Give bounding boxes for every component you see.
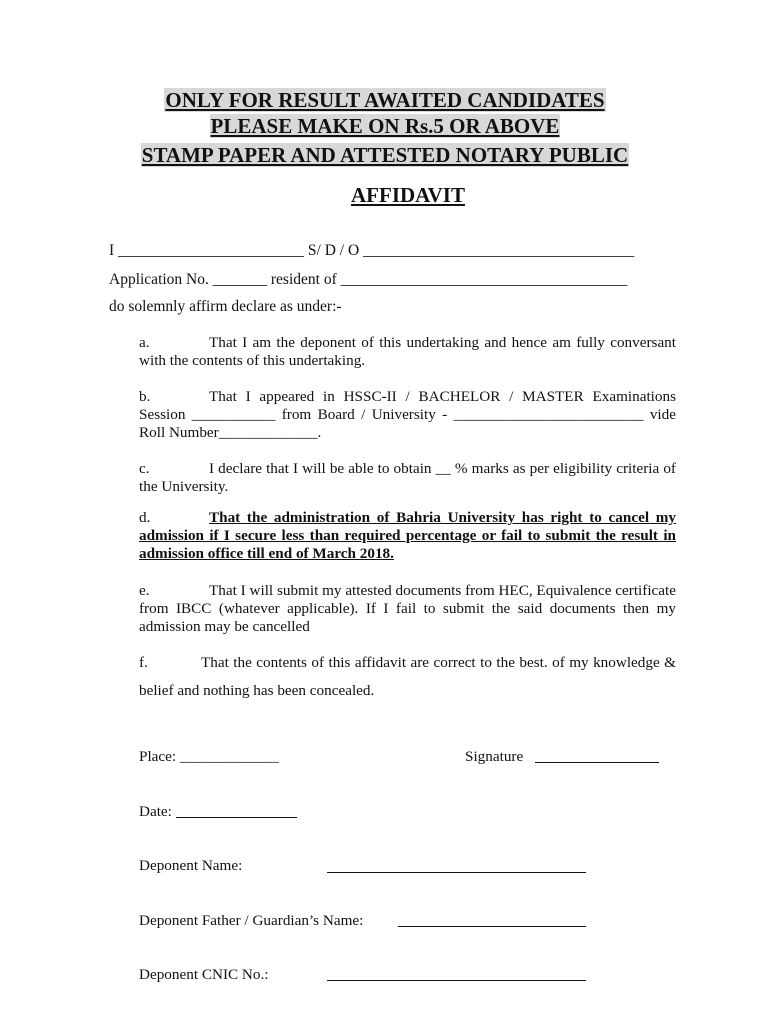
clause-label: b. bbox=[139, 388, 151, 405]
clause-text: That I am the deponent of this undertaking and hence am fully conversant with the contents of this undertaking. bbox=[139, 334, 676, 370]
clause-label: c. bbox=[139, 460, 150, 477]
clause-label: e. bbox=[139, 582, 150, 599]
father-guardian-label: Deponent Father / Guardian’s Name: bbox=[139, 912, 364, 929]
notice-line-2: PLEASE MAKE ON Rs.5 OR ABOVE bbox=[210, 114, 560, 138]
name-parent-line: I ________________________ S/ D / O ___________________________________ bbox=[109, 242, 635, 259]
document-title: AFFIDAVIT bbox=[351, 183, 465, 207]
clause-b bbox=[139, 388, 676, 443]
date-line[interactable] bbox=[176, 817, 297, 818]
clause-text: That the administration of Bahria University has right to cancel my admission if I secure less than required percentage or fail to submit the result in admission office till end of March 2018. bbox=[139, 509, 676, 563]
deponent-name-label: Deponent Name: bbox=[139, 857, 243, 874]
clause-text: That I will submit my attested documents from HEC, Equivalence certificate from IBCC (whatever applicable). If I fail to submit the said documents then my admission may be cancelled bbox=[139, 582, 676, 636]
notice-line-3: STAMP PAPER AND ATTESTED NOTARY PUBLIC bbox=[141, 143, 629, 167]
clause-c bbox=[139, 460, 676, 496]
signature-line[interactable] bbox=[535, 762, 659, 763]
clause-d bbox=[139, 509, 676, 564]
clause-label: d. bbox=[139, 509, 151, 526]
cnic-label: Deponent CNIC No.: bbox=[139, 966, 269, 983]
place-field[interactable]: Place: _____________ bbox=[139, 748, 279, 765]
father-guardian-line[interactable] bbox=[398, 926, 586, 927]
notice-line-1: ONLY FOR RESULT AWAITED CANDIDATES bbox=[165, 88, 605, 112]
date-label: Date: bbox=[139, 803, 172, 820]
clause-e bbox=[139, 582, 676, 637]
clause-label: a. bbox=[139, 334, 150, 351]
deponent-name-line[interactable] bbox=[327, 872, 586, 873]
clause-text: That I appeared in HSSC-II / BACHELOR / MASTER Examinations Session ___________ from Board / University - _________________________ vide Roll Number_____________. bbox=[139, 388, 676, 442]
cnic-line[interactable] bbox=[327, 980, 586, 981]
clause-text: I declare that I will be able to obtain __ % marks as per eligibility criteria of the University. bbox=[139, 460, 676, 496]
clause-label: f. bbox=[139, 654, 148, 671]
signature-label: Signature bbox=[465, 748, 524, 765]
clause-a bbox=[139, 334, 676, 370]
declaration-intro: do solemnly affirm declare as under:- bbox=[109, 298, 342, 315]
clause-text: That the contents of this affidavit are correct to the best. of my knowledge & belief and nothing has been concealed. bbox=[139, 654, 676, 699]
clause-f bbox=[139, 649, 676, 705]
application-residence-line: Application No. _______ resident of _____________________________________ bbox=[109, 271, 628, 288]
